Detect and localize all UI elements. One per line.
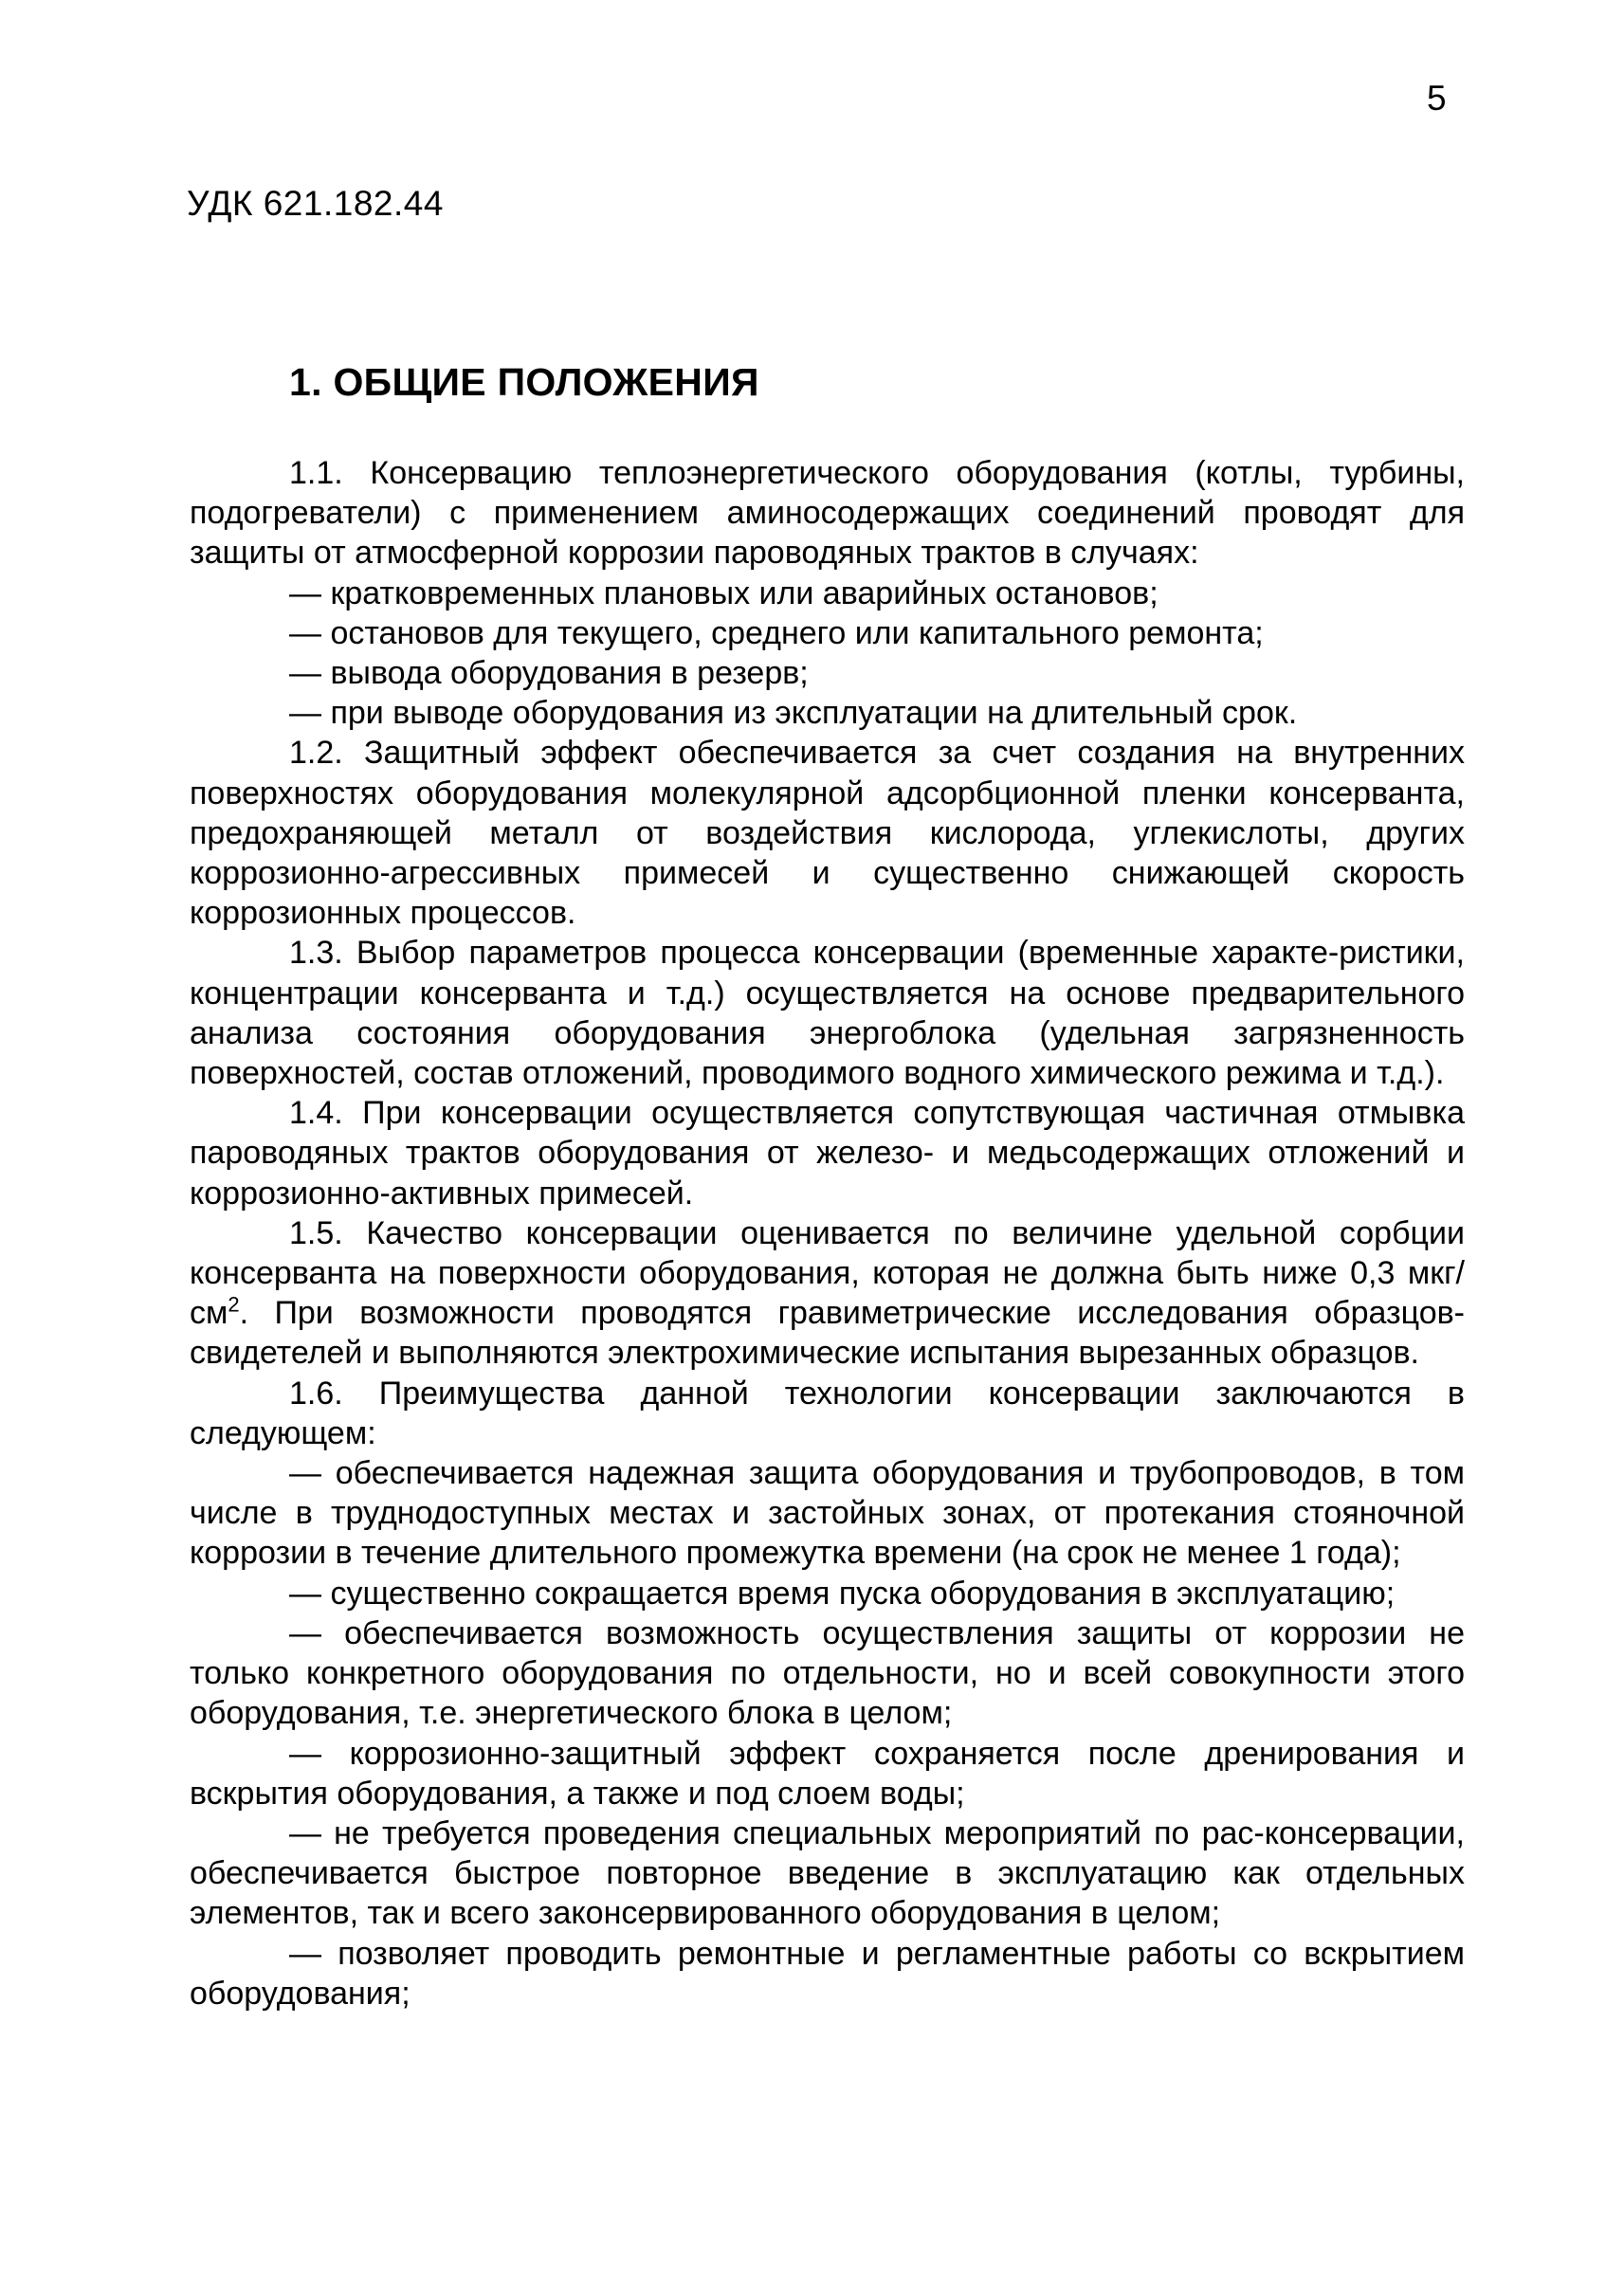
paragraph-1-5 (190, 1213, 1465, 1374)
list-item: — коррозионно-защитный эффект сохраняется после дренирования и вскрытия оборудования, а также и под слоем воды; (190, 1735, 1465, 1812)
paragraph-1-5-text-end: . При возможности проводятся гравиметрические исследования образцов-свидетелей и выполняются электрохимические испытания вырезанных образцов. (190, 1295, 1465, 1372)
list-item: — не требуется проведения специальных мероприятий по рас-консервации, обеспечивается быстрое повторное введение в эксплуатацию как отдельных элементов, так и всего законсервированного оборудования в целом; (190, 1814, 1465, 1932)
paragraph-1-5-text-start: 1.5. Качество консервации оценивается по величине удельной сорбции консерванта на поверхности оборудования, которая не должна быть ниже 0,3 мкг/см (190, 1214, 1465, 1332)
section-title: 1. ОБЩИЕ ПОЛОЖЕНИЯ (289, 360, 759, 404)
list-item: — обеспечивается возможность осуществления защиты от коррозии не только конкретного оборудования по отдельности, но и всей совокупности этого оборудования, т.е. энергетического блока в целом; (190, 1614, 1465, 1732)
document-body (190, 453, 1465, 2014)
list-item: — остановов для текущего, среднего или капитального ремонта; (289, 614, 1264, 651)
paragraph-1-3: 1.3. Выбор параметров процесса консервации (временные характе-ристики, концентрации консерванта и т.д.) осуществляется на основе предварительного анализа состояния оборудования энергоблока (удельная загрязненность поверхностей, состав отложений, проводимого водного химического режима и т.д.). (190, 935, 1465, 1092)
paragraph-1-2: 1.2. Защитный эффект обеспечивается за счет создания на внутренних поверхностях оборудования молекулярной адсорбционной пленки консерванта, предохраняющей металл от воздействия кислорода, углекислоты, других коррозионно-агрессивных примесей и существенно снижающей скорость коррозионных процессов. (190, 735, 1465, 932)
list-item: — обеспечивается надежная защита оборудования и трубопроводов, в том числе в труднодоступных местах и застойных зонах, от протекания стояночной коррозии в течение длительного промежутка времени (на срок не менее 1 года); (190, 1455, 1465, 1572)
superscript-exponent: 2 (228, 1292, 240, 1317)
list-item: — при выводе оборудования из эксплуатации на длительный срок. (289, 695, 1298, 732)
udk-code: УДК 621.182.44 (187, 184, 444, 223)
list-item: — позволяет проводить ремонтные и регламентные работы со вскрытием оборудования; (190, 1935, 1465, 2012)
list-item: — вывода оборудования в резерв; (289, 655, 809, 692)
page-number: 5 (1427, 79, 1447, 118)
paragraph-1-1: 1.1. Консервацию теплоэнергетического оборудования (котлы, турбины, подогреватели) с применением аминосодержащих соединений проводят для защиты от атмосферной коррозии пароводяных трактов в случаях: (190, 455, 1465, 572)
paragraph-1-4: 1.4. При консервации осуществляется сопутствующая частичная отмывка пароводяных трактов оборудования от железо- и медьсодержащих отложений и коррозионно-активных примесей. (190, 1095, 1465, 1212)
paragraph-1-6: 1.6. Преимущества данной технологии консервации заключаются в следующем: (190, 1375, 1465, 1451)
list-item: — существенно сокращается время пуска оборудования в эксплуатацию; (289, 1575, 1396, 1612)
list-item: — кратковременных плановых или аварийных остановов; (289, 574, 1159, 611)
